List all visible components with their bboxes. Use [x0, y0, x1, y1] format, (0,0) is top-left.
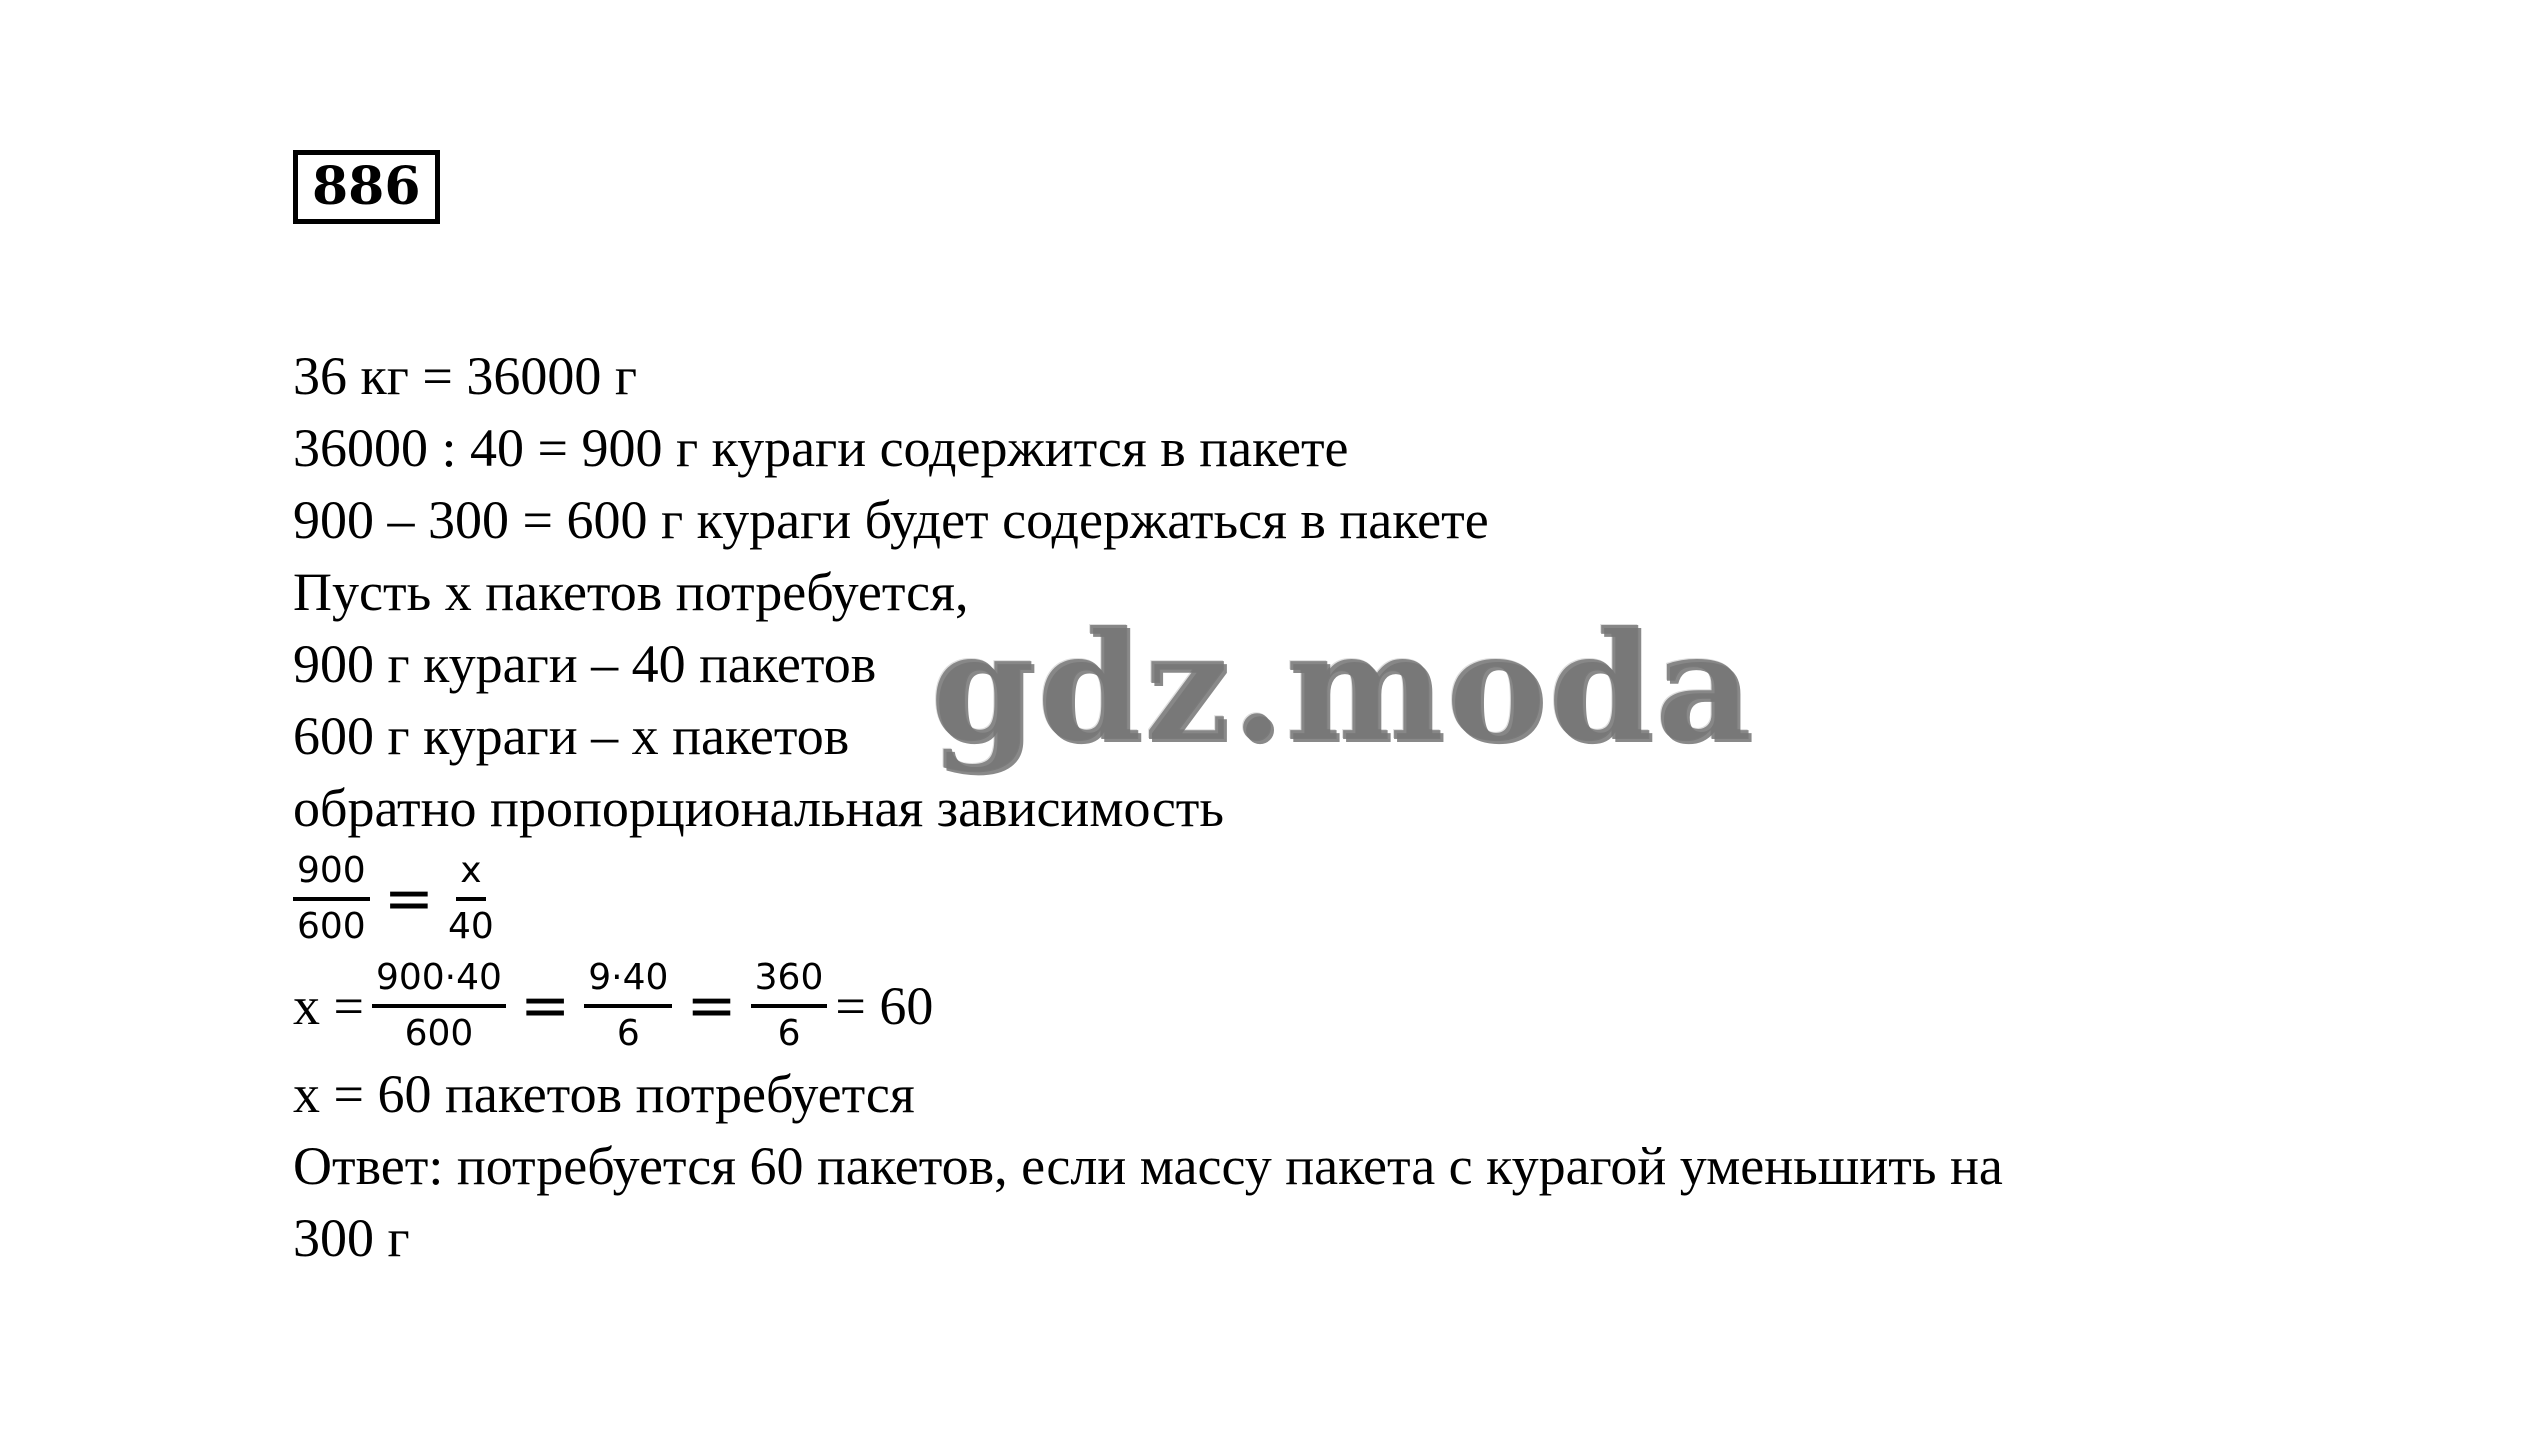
fraction: [448, 849, 494, 949]
text-line: 900 – 300 = 600 г кураги будет содержаться в пакете: [293, 490, 1489, 550]
denominator: 6: [777, 1013, 801, 1054]
text-line: 900 г кураги – 40 пакетов: [293, 634, 877, 694]
text-line: обратно пропорциональная зависимость: [293, 778, 1225, 838]
denominator: 600: [297, 906, 366, 947]
fraction: [293, 849, 370, 949]
watermark-logo: gdz.moda: [930, 599, 1755, 775]
text-line: 600 г кураги – x пакетов: [293, 706, 850, 766]
equals-sign: =: [519, 971, 571, 1041]
fraction: [372, 956, 506, 1056]
text-line: 36000 : 40 = 900 г кураги содержится в пакете: [293, 418, 1349, 478]
equals-sign: =: [383, 864, 434, 934]
denominator: 6: [616, 1013, 640, 1054]
answer-line: Ответ: потребуется 60 пакетов, если массу пакета с курагой уменьшить на: [293, 1136, 2003, 1196]
proportion-equation: [293, 844, 2293, 954]
solution-equation: [293, 954, 2293, 1058]
equals-sign: =: [686, 971, 737, 1041]
equation-lhs: x =: [293, 976, 364, 1036]
text-line: Пусть x пакетов потребуется,: [293, 562, 969, 622]
fraction: [584, 956, 672, 1056]
denominator: 40: [448, 906, 494, 947]
numerator: 900: [293, 849, 370, 901]
problem-number: 886: [293, 150, 440, 224]
text-line: x = 60 пакетов потребуется: [293, 1064, 915, 1124]
numerator: x: [456, 849, 485, 901]
answer-line: 300 г: [293, 1208, 410, 1268]
text-line: 36 кг = 36000 г: [293, 346, 637, 406]
solution-text: [293, 340, 2293, 1274]
numerator: 900·40: [372, 956, 506, 1008]
numerator: 9·40: [584, 956, 672, 1008]
fraction: [751, 956, 828, 1056]
numerator: 360: [751, 956, 828, 1008]
denominator: 600: [404, 1013, 474, 1054]
equation-result: = 60: [835, 976, 934, 1036]
